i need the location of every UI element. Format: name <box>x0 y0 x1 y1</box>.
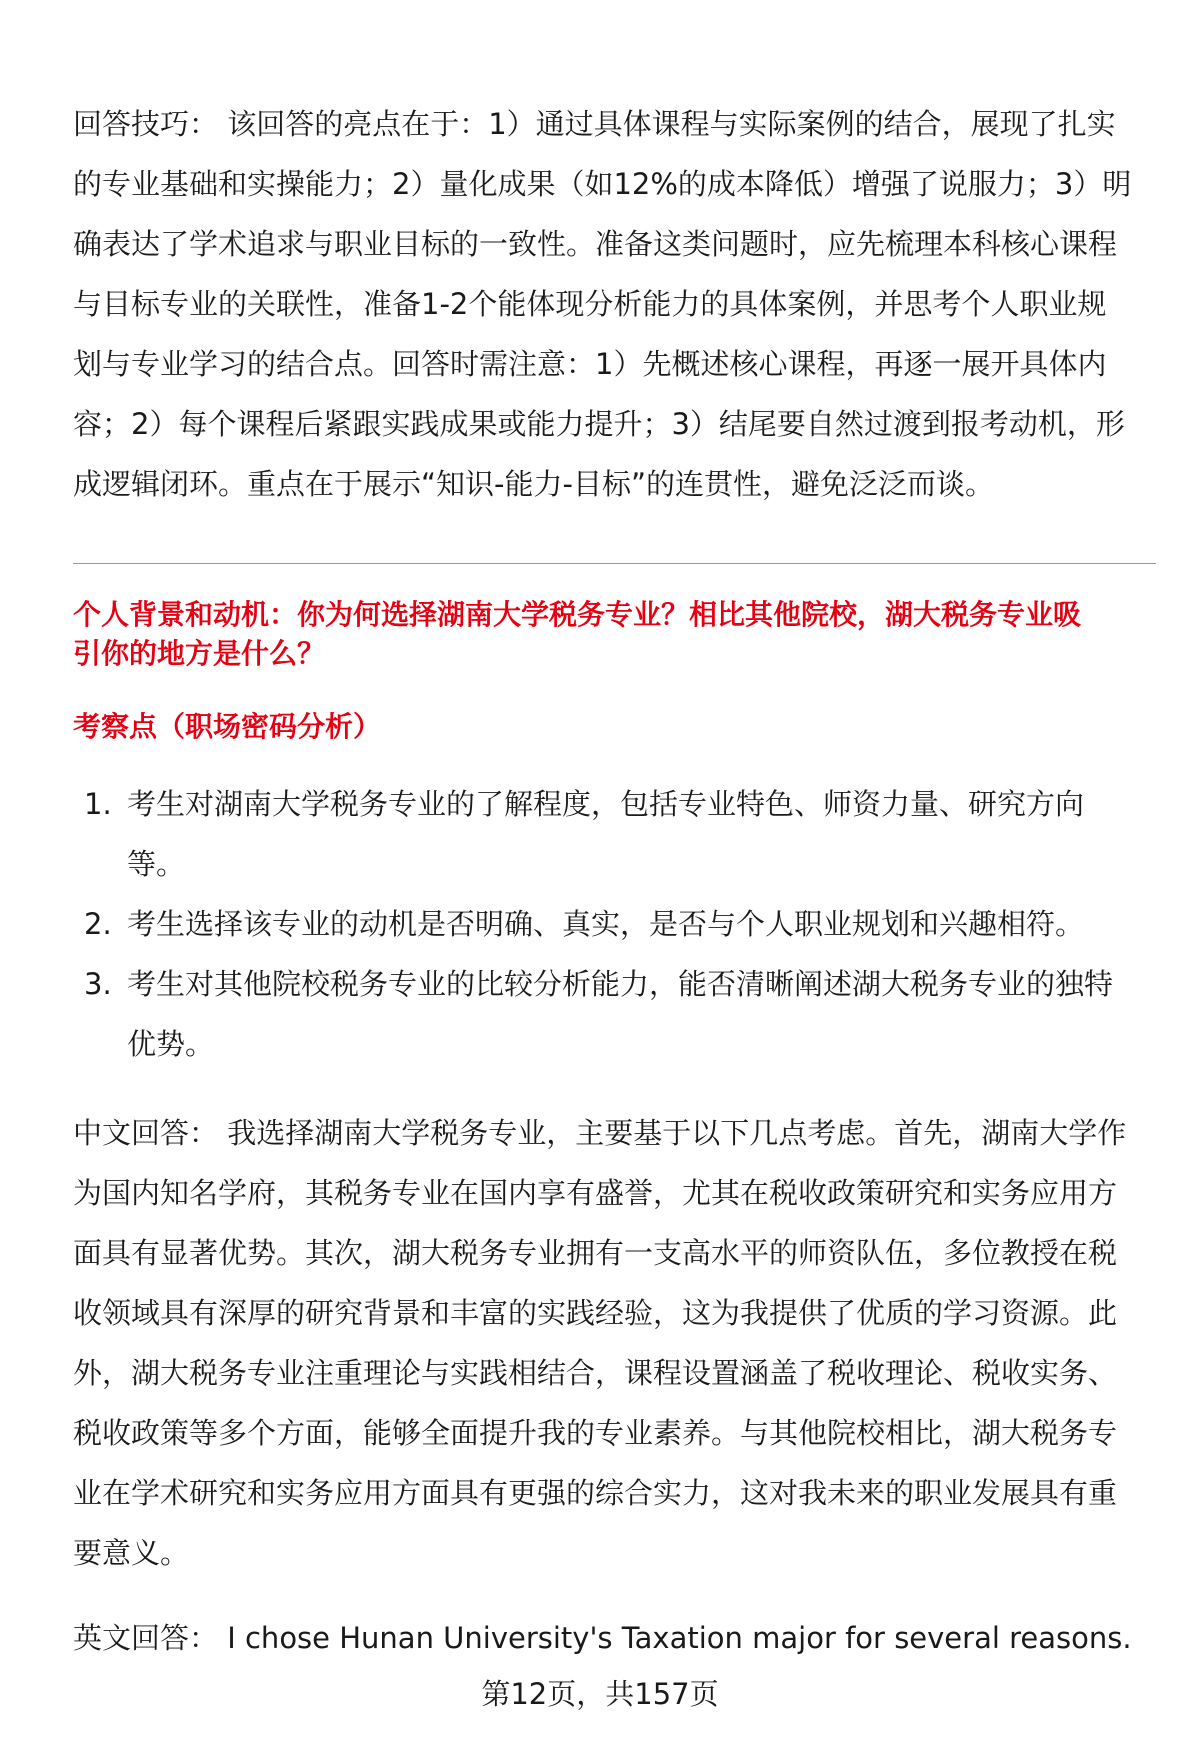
answer-tips-line: 容；2）每个课程后紧跟实践成果或能力提升；3）结尾要自然过渡到报考动机，形 <box>73 407 1125 441</box>
section-divider <box>73 563 1156 564</box>
answer-tips-line: 成逻辑闭环。重点在于展示“知识-能力-目标”的连贯性，避免泛泛而谈。 <box>73 467 994 501</box>
chinese-answer-line: 收领域具有深厚的研究背景和丰富的实践经验，这为我提供了优质的学习资源。此 <box>73 1296 1118 1330</box>
answer-tips-line: 与目标专业的关联性，准备1-2个能体现分析能力的具体案例，并思考个人职业规 <box>73 287 1107 321</box>
list-item-line: 考生选择该专业的动机是否明确、真实，是否与个人职业规划和兴趣相符。 <box>127 907 1085 941</box>
list-item <box>0 774 1200 894</box>
english-answer-paragraph <box>73 1608 1163 1668</box>
chinese-answer-paragraph <box>73 1103 1163 1583</box>
list-item-line: 等。 <box>127 847 186 881</box>
list-item-line: 优势。 <box>127 1027 215 1061</box>
answer-tips-line: 确表达了学术追求与职业目标的一致性。准备这类问题时，应先梳理本科核心课程 <box>73 227 1118 261</box>
assessment-list <box>0 774 1200 1074</box>
chinese-answer-line: 税收政策等多个方面，能够全面提升我的专业素养。与其他院校相比，湖大税务专 <box>73 1416 1118 1450</box>
answer-tips-line: 划与专业学习的结合点。回答时需注意：1）先概述核心课程，再逐一展开具体内 <box>73 347 1107 381</box>
chinese-answer-line: 为国内知名学府，其税务专业在国内享有盛誉，尤其在税收政策研究和实务应用方 <box>73 1176 1118 1210</box>
question-heading-line: 引你的地方是什么？ <box>73 637 326 670</box>
answer-tips-line: 的专业基础和实操能力；2）量化成果（如12%的成本降低）增强了说服力；3）明 <box>73 167 1132 201</box>
chinese-answer-line: 中文回答： 我选择湖南大学税务专业，主要基于以下几点考虑。首先，湖南大学作 <box>73 1116 1127 1150</box>
list-item-number: 1. <box>84 787 112 821</box>
assessment-title: 考察点（职场密码分析） <box>73 710 382 743</box>
chinese-answer-line: 面具有显著优势。其次，湖大税务专业拥有一支高水平的师资队伍，多位教授在税 <box>73 1236 1118 1270</box>
answer-tips-paragraph <box>73 94 1163 514</box>
question-heading <box>73 595 1163 673</box>
answer-tips-line: 回答技巧： 该回答的亮点在于：1）通过具体课程与实际案例的结合，展现了扎实 <box>73 107 1116 141</box>
chinese-answer-line: 要意义。 <box>73 1536 190 1570</box>
list-item <box>0 954 1200 1074</box>
page-number: 第12页，共157页 <box>481 1677 719 1711</box>
list-item-number: 2. <box>84 907 112 941</box>
english-answer-line: 英文回答： I chose Hunan University's Taxation major for several reasons. <box>73 1621 1132 1655</box>
list-item-line: 考生对其他院校税务专业的比较分析能力，能否清晰阐述湖大税务专业的独特 <box>127 967 1114 1001</box>
list-item-line: 考生对湖南大学税务专业的了解程度，包括专业特色、师资力量、研究方向 <box>127 787 1085 821</box>
question-heading-line: 个人背景和动机：你为何选择湖南大学税务专业？相比其他院校，湖大税务专业吸 <box>73 598 1082 631</box>
chinese-answer-line: 外，湖大税务专业注重理论与实践相结合，课程设置涵盖了税收理论、税收实务、 <box>73 1356 1118 1390</box>
list-item <box>0 894 1200 954</box>
list-item-number: 3. <box>84 967 112 1001</box>
chinese-answer-line: 业在学术研究和实务应用方面具有更强的综合实力，这对我未来的职业发展具有重 <box>73 1476 1118 1510</box>
